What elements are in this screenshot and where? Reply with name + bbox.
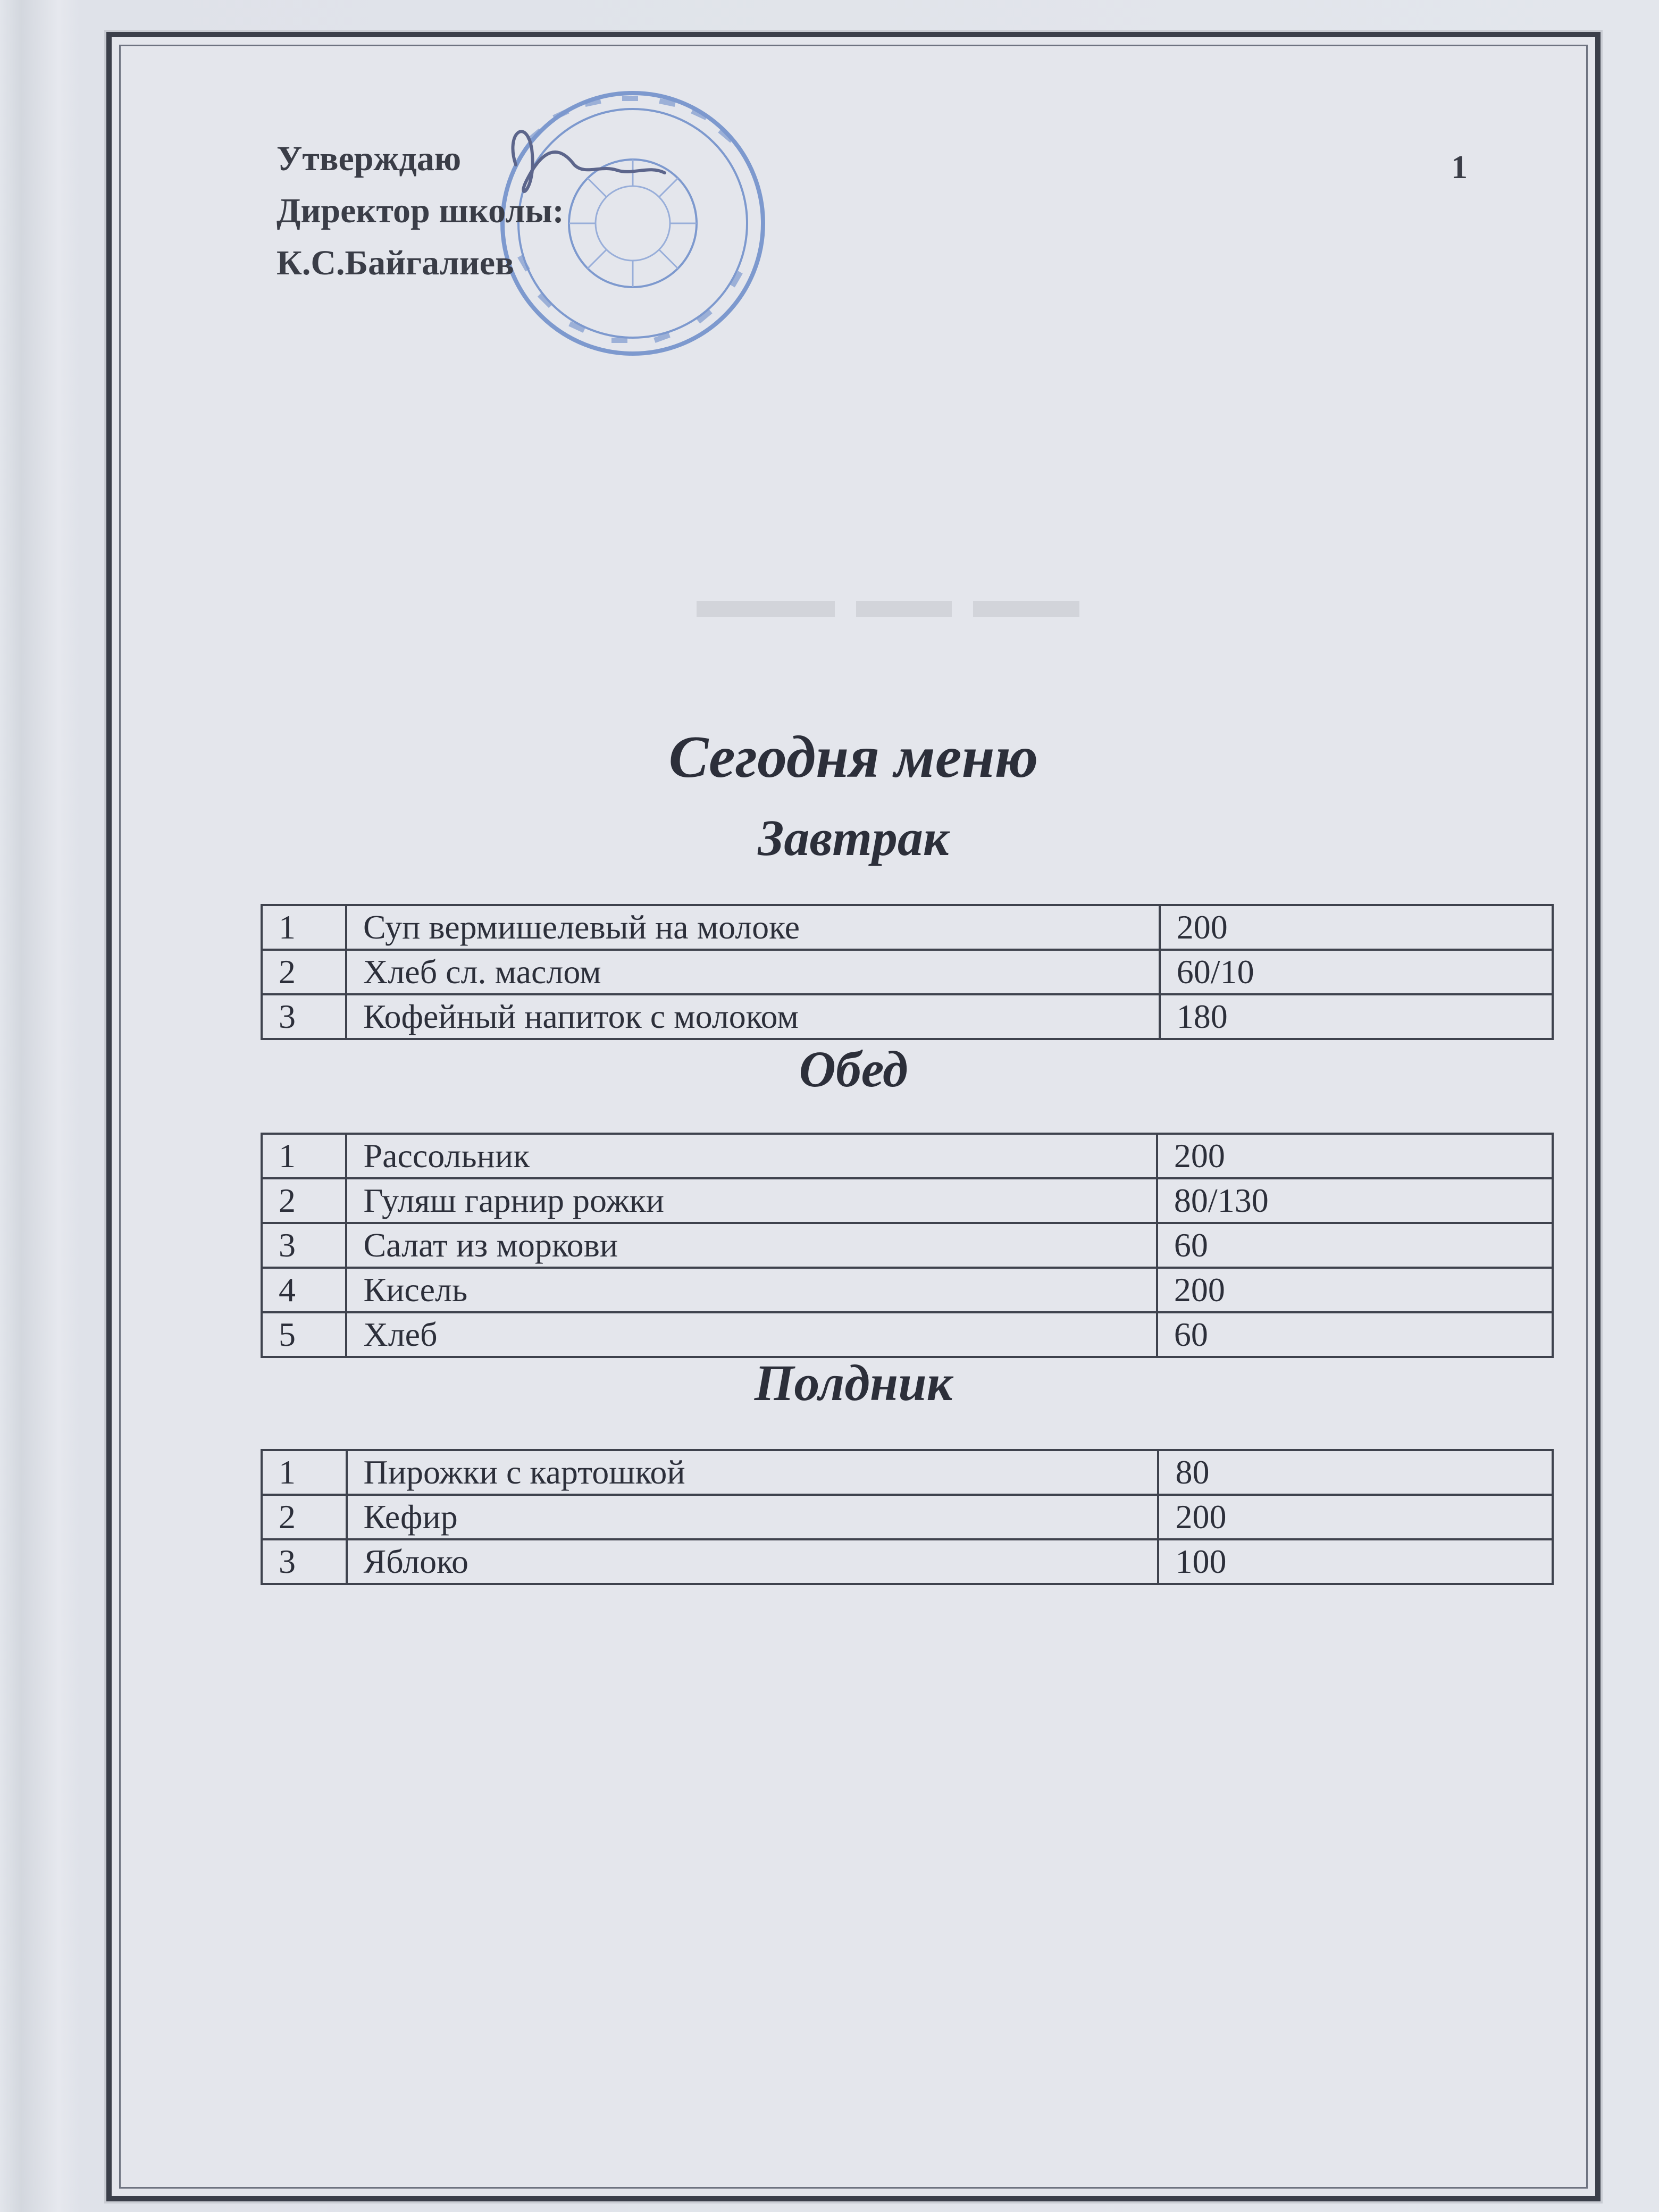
director-name: К.С.Байгалиев [276,244,514,282]
portion-grams: 60/10 [1160,950,1553,994]
table-row [262,1495,1553,1539]
portion-grams: 200 [1160,905,1553,950]
bleed-through-mark [697,569,1175,643]
dish-name: Кофейный напиток с молоком [346,994,1160,1039]
director-title: Директор школы: [276,191,564,230]
row-number: 4 [262,1268,346,1312]
dish-name: Яблоко [347,1539,1159,1584]
page-border [119,45,1588,2189]
row-number: 5 [262,1312,346,1357]
portion-grams: 60 [1157,1223,1553,1268]
portion-grams: 200 [1157,1268,1553,1312]
portion-grams: 100 [1158,1539,1553,1584]
lunch-table [261,1133,1554,1358]
menu-document [106,32,1601,2201]
dish-name: Рассольник [346,1134,1157,1178]
breakfast-table [261,904,1554,1040]
table-row [262,1134,1553,1178]
table-row [262,1223,1553,1268]
row-number: 1 [262,905,346,950]
dish-name: Кисель [346,1268,1157,1312]
dish-name: Хлеб сл. маслом [346,950,1160,994]
row-number: 1 [262,1134,346,1178]
snack-heading: Полдник [754,1354,953,1411]
dish-name: Суп вермишелевый на молоке [346,905,1160,950]
dish-name: Кефир [347,1495,1159,1539]
table-row [262,1539,1553,1584]
table-row [262,1268,1553,1312]
row-number: 2 [262,950,346,994]
table-row [262,905,1553,950]
table-row [262,994,1553,1039]
approval-block [276,133,564,289]
portion-grams: 80/130 [1157,1178,1553,1223]
portion-grams: 80 [1158,1450,1553,1495]
table-row [262,1450,1553,1495]
table-row [262,1312,1553,1357]
row-number: 3 [262,1223,346,1268]
dish-name: Салат из моркови [346,1223,1157,1268]
row-number: 3 [262,1539,347,1584]
row-number: 2 [262,1495,347,1539]
page-title: Сегодня меню [668,724,1038,790]
row-number: 3 [262,994,346,1039]
portion-grams: 180 [1160,994,1553,1039]
dish-name: Пирожки с картошкой [347,1450,1159,1495]
portion-grams: 200 [1158,1495,1553,1539]
row-number: 2 [262,1178,346,1223]
table-row [262,1178,1553,1223]
dish-name: Гуляш гарнир рожки [346,1178,1157,1223]
snack-table [261,1449,1554,1585]
dish-name: Хлеб [346,1312,1157,1357]
approval-label: Утверждаю [276,139,462,178]
table-row [262,950,1553,994]
page-number: 1 [1451,149,1468,186]
row-number: 1 [262,1450,347,1495]
lunch-heading: Обед [799,1041,908,1097]
portion-grams: 200 [1157,1134,1553,1178]
portion-grams: 60 [1157,1312,1553,1357]
breakfast-heading: Завтрак [758,809,949,866]
